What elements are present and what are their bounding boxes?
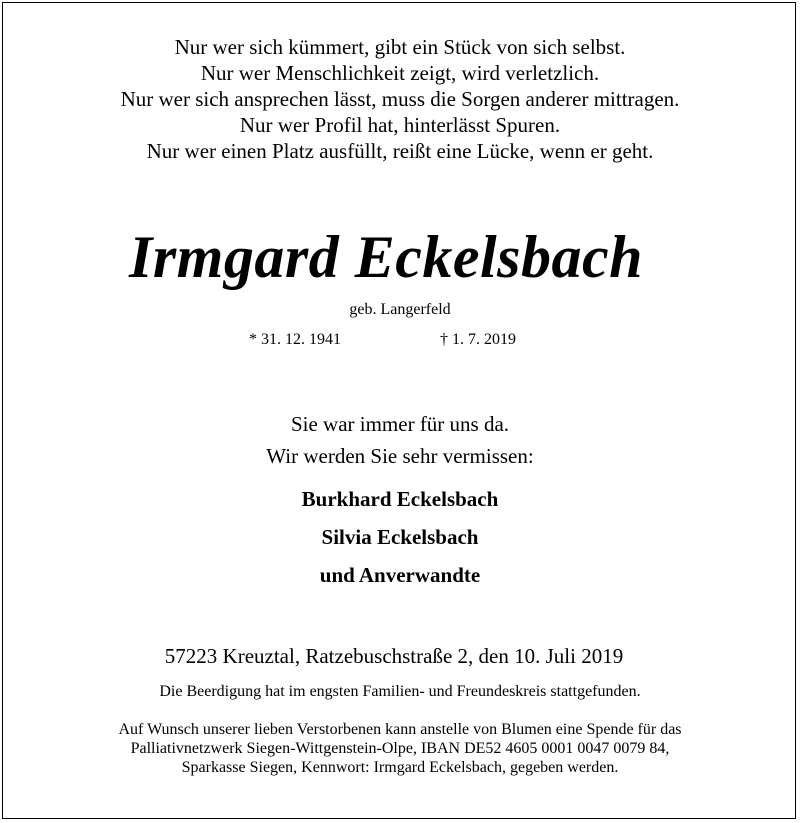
birth-name: geb. Langerfeld bbox=[349, 301, 451, 318]
funeral-note: Die Beerdigung hat im engsten Familien- und Freundeskreis stattgefunden. bbox=[159, 683, 641, 700]
memorial-poem bbox=[0, 34, 800, 164]
mourners-list bbox=[0, 480, 800, 594]
address-line: 57223 Kreuztal, Ratzebuschstraße 2, den 10. Juli 2019 bbox=[164, 644, 624, 668]
mourner-name: Burkhard Eckelsbach bbox=[301, 487, 499, 511]
donation-line: Palliativnetzwerk Siegen-Wittgenstein-Olpe, IBAN DE52 4605 0001 0047 0079 84, bbox=[130, 740, 670, 757]
poem-line: Nur wer Profil hat, hinterlässt Spuren. bbox=[239, 113, 561, 137]
poem-line: Nur wer einen Platz ausfüllt, reißt eine Lücke, wenn er geht. bbox=[146, 139, 654, 163]
poem-line: Nur wer sich ansprechen lässt, muss die Sorgen anderer mittragen. bbox=[120, 87, 680, 111]
death-date: † 1. 7. 2019 bbox=[440, 331, 516, 348]
poem-line: Nur wer Menschlichkeit zeigt, wird verletzlich. bbox=[200, 61, 600, 85]
donation-line: Sparkasse Siegen, Kennwort: Irmgard Eckelsbach, gegeben werden. bbox=[181, 759, 619, 776]
donation-note bbox=[0, 720, 800, 777]
tribute-line: Wir werden Sie sehr vermissen: bbox=[266, 444, 534, 468]
poem-line: Nur wer sich kümmert, gibt ein Stück von sich selbst. bbox=[174, 35, 626, 59]
mourner-name: Silvia Eckelsbach bbox=[321, 525, 479, 549]
deceased-name: Irmgard Eckelsbach bbox=[128, 224, 644, 290]
mourner-name: und Anverwandte bbox=[319, 563, 481, 587]
donation-line: Auf Wunsch unserer lieben Verstorbenen kann anstelle von Blumen eine Spende für das bbox=[118, 721, 682, 738]
tribute-text bbox=[0, 408, 800, 472]
birth-date: * 31. 12. 1941 bbox=[249, 331, 341, 348]
tribute-line: Sie war immer für uns da. bbox=[290, 412, 510, 436]
